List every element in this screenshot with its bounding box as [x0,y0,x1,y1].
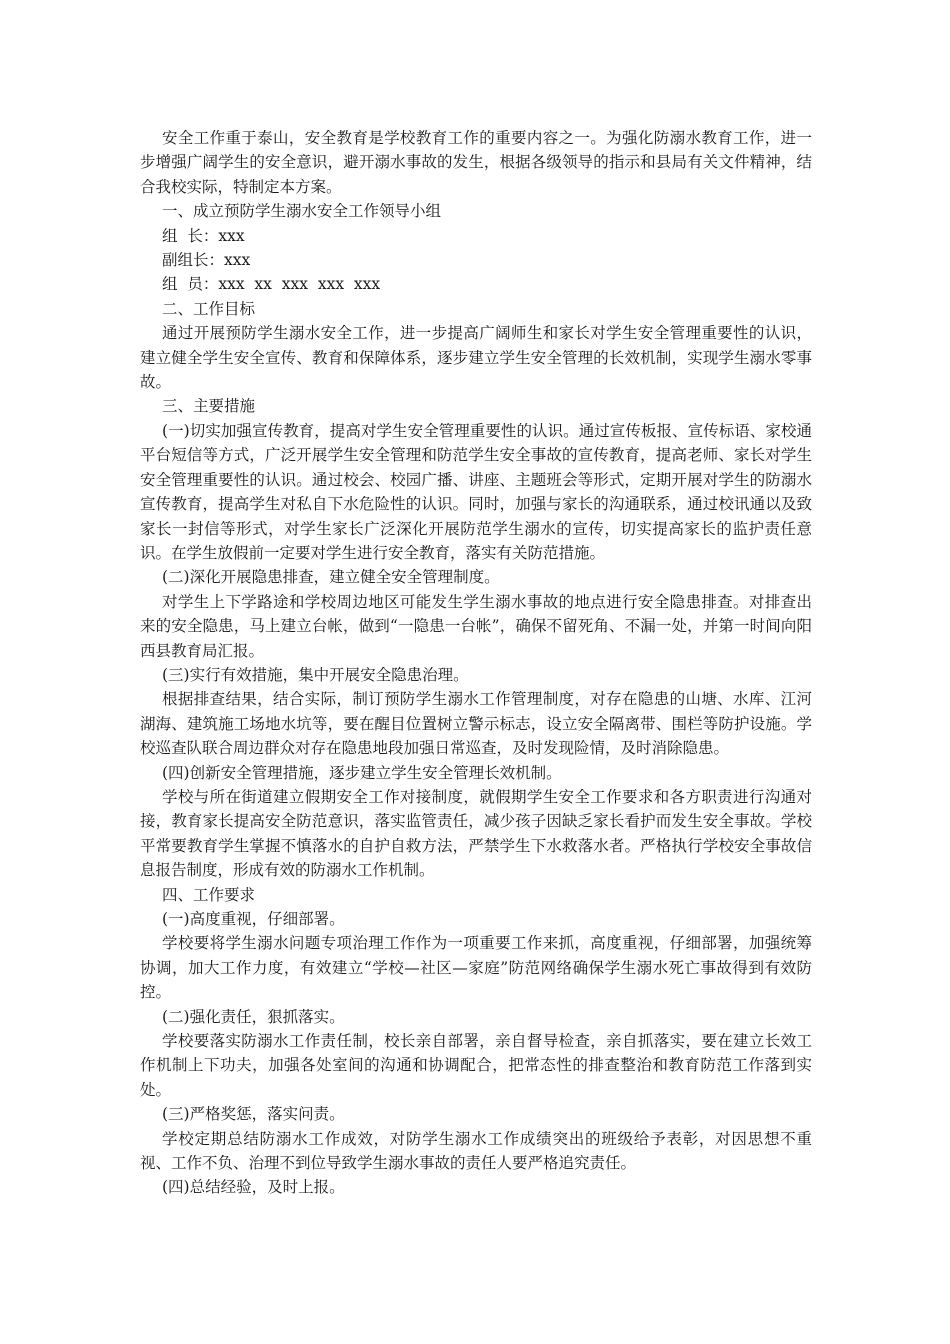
goals-paragraph: 通过开展预防学生溺水安全工作，进一步提高广阔师生和家长对学生安全管理重要性的认识，建立健全学生安全宣传、教育和保障体系，逐步建立学生安全管理的长效机制，实现学生溺水零事故。 [140,324,812,392]
requirement-3-title: (三)严格奖惩，落实问责。 [162,1105,345,1124]
section-heading-measures: 三、主要措施 [162,397,256,416]
section-heading-goals: 二、工作目标 [162,299,256,318]
requirement-1-paragraph: 学校要将学生溺水问题专项治理工作作为一项重要工作来抓，高度重视，仔细部署，加强统筹协调，加大工作力度，有效建立“学校—社区—家庭”防范网络确保学生溺水死亡事故得到有效防控。 [140,934,812,1002]
section-heading-leadership: 一、成立预防学生溺水安全工作领导小组 [162,202,442,221]
measure-3-title: (三)实行有效措施，集中开展安全隐患治理。 [162,665,469,684]
measure-3-paragraph: 根据排查结果，结合实际，制订预防学生溺水工作管理制度，对存在隐患的山塘、水库、江河湖海、建筑施工场地水坑等，要在醒目位置树立警示标志，设立安全隔离带、围栏等防护设施。学校巡查队联合周边群众对存在隐患地段加强日常巡查，及时发现险情，及时消除隐患。 [140,690,812,758]
document-body [140,126,812,1200]
requirement-4-title: (四)总结经验，及时上报。 [162,1178,345,1197]
intro-paragraph: 安全工作重于泰山，安全教育是学校教育工作的重要内容之一。为强化防溺水教育工作，进一步增强广阔学生的安全意识，避开溺水事故的发生，根据各级领导的指示和县局有关文件精神，结合我校实际，特制定本方案。 [140,129,812,196]
requirement-3-paragraph: 学校定期总结防溺水工作成效，对防学生溺水工作成绩突出的班级给予表彰，对因思想不重视、工作不负、治理不到位导致学生溺水事故的责任人要严格追究责任。 [140,1129,812,1173]
deputy-leader-line: 副组长：xxx [162,251,251,270]
measure-2-paragraph: 对学生上下学路途和学校周边地区可能发生学生溺水事故的地点进行安全隐患排查。对排查出来的安全隐患，马上建立台帐，做到“一隐患一台帐”，确保不留死角、不漏一处，并第一时间向阳西县教育局汇报。 [140,592,812,660]
requirement-2-paragraph: 学校要落实防溺水工作责任制，校长亲自部署，亲自督导检查，亲自抓落实，要在建立长效工作机制上下功夫，加强各处室间的沟通和协调配合，把常态性的排查整治和教育防范工作落到实处。 [140,1032,812,1099]
section-heading-requirements: 四、工作要求 [162,885,256,904]
leader-line: 组 长：xxx [162,226,245,245]
measure-4-paragraph: 学校与所在街道建立假期安全工作对接制度，就假期学生安全工作要求和各方职责进行沟通对接，教育家长提高安全防范意识，落实监管责任，减少孩子因缺乏家长看护而发生安全事故。学校平常要教育学生掌握不慎落水的自护自救方法，严禁学生下水救落水者。严格执行学校安全事故信息报告制度，形成有效的防溺水工作机制。 [140,787,812,880]
requirement-2-title: (二)强化责任，狠抓落实。 [162,1007,345,1026]
requirement-1-title: (一)高度重视，仔细部署。 [162,910,345,928]
members-line: 组 员：xxx xx xxx xxx xxx [162,275,381,294]
measure-2-title: (二)深化开展隐患排查，建立健全安全管理制度。 [162,568,500,587]
measure-4-title: (四)创新安全管理措施，逐步建立学生安全管理长效机制。 [162,763,562,782]
measure-1-paragraph: (一)切实加强宣传教育，提高对学生安全管理重要性的认识。通过宣传板报、宣传标语、家校通平台短信等方式，广泛开展学生安全管理和防范学生安全事故的宣传教育，提高老师、家长对学生安全管理重要性的认识。通过校会、校园广播、讲座、主题班会等形式，定期开展对学生的防溺水宣传教育，提高学生对私自下水危险性的认识。同时，加强与家长的沟通联系，通过校讯通以及致家长一封信等形式，对学生家长广泛深化开展防范学生溺水的宣传，切实提高家长的监护责任意识。在学生放假前一定要对学生进行安全教育，落实有关防范措施。 [140,421,812,562]
